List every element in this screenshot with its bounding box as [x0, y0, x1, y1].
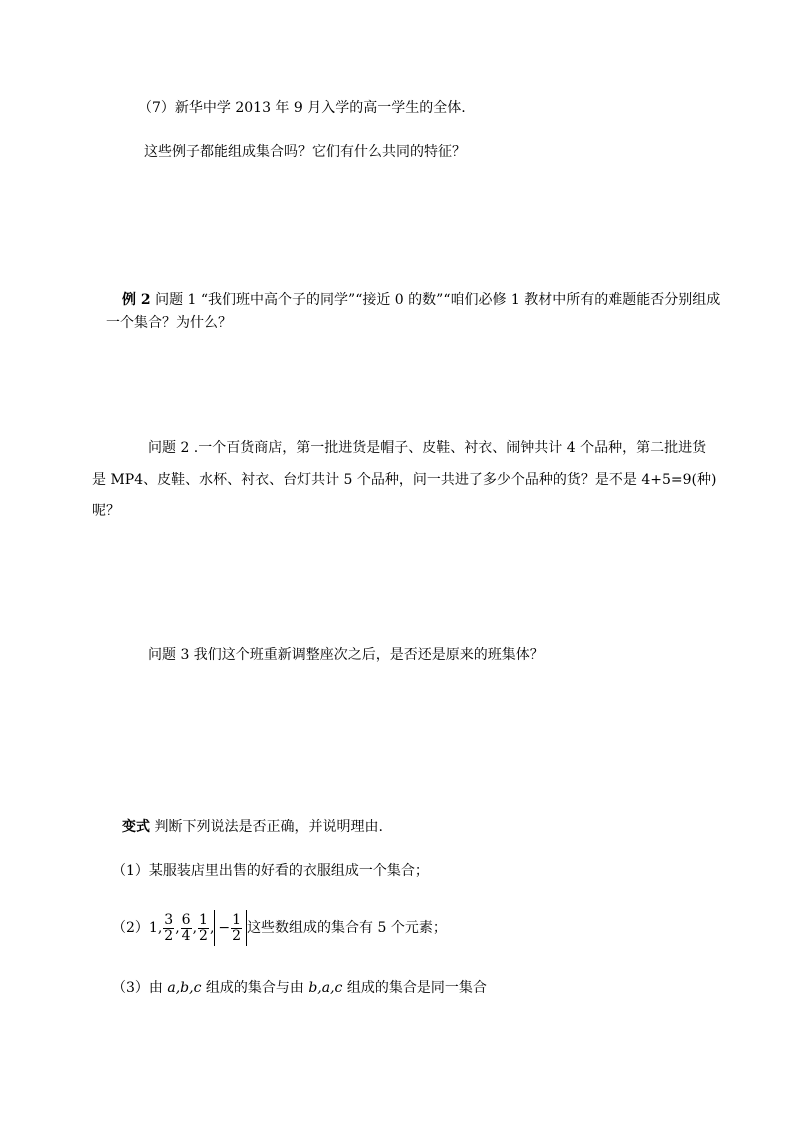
absolute-value [214, 910, 247, 946]
item-2-one: 1, [148, 920, 163, 936]
comma: , [175, 920, 180, 936]
fraction-denominator: 2 [199, 927, 208, 944]
fraction-numerator: 1 [232, 911, 242, 928]
fraction-1-over-2-abs [231, 913, 242, 944]
problem-2-line-2: 是 MP4、皮鞋、水杯、衬衣、台灯共计 5 个品种，问一共进了多少个品种的货？是不是 4+5=9(种) [92, 472, 717, 488]
problem-2-line-3: 呢？ [92, 503, 120, 519]
minus-sign: − [218, 920, 231, 936]
fraction-1-over-2 [198, 913, 209, 944]
fraction-numerator: 6 [181, 911, 191, 928]
problem-3: 问题 3 我们这个班重新调整座次之后，是否还是原来的班集体？ [148, 647, 544, 663]
variant-item-3 [112, 978, 487, 998]
item-3-vars-2: b,a,c [308, 980, 343, 996]
fraction-denominator: 2 [164, 927, 174, 944]
fraction-numerator: 1 [199, 911, 208, 928]
variant-label: 变式 [122, 819, 150, 835]
item-7: （7）新华中学 2013 年 9 月入学的高一学生的全体. [138, 100, 466, 116]
example-2-line-1 [122, 290, 720, 310]
variant-item-1: （1）某服装店里出售的好看的衣服组成一个集合； [112, 863, 429, 879]
item-3-suffix: 组成的集合是同一集合 [342, 980, 487, 996]
example-2-text: 问题 1 “我们班中高个子的同学”“接近 0 的数”“咱们必修 1 教材中所有的难题能否分别组成 [150, 292, 721, 308]
variant-text: 判断下列说法是否正确，并说明理由. [150, 819, 383, 835]
common-question: 这些例子都能组成集合吗？它们有什么共同的特征？ [144, 144, 466, 160]
variant-heading [122, 817, 383, 837]
item-3-prefix: （3）由 [112, 980, 168, 996]
fraction-denominator: 2 [232, 927, 242, 944]
fraction-numerator: 3 [164, 911, 174, 928]
variant-item-2 [112, 908, 447, 948]
example-2-line-2: 一个集合？为什么？ [106, 315, 232, 331]
fraction-3-over-2 [163, 913, 174, 944]
example-2-label: 例 2 [122, 292, 151, 308]
item-3-vars-1: a,b,c [167, 980, 202, 996]
comma: , [209, 920, 215, 936]
item-2-suffix: 这些数组成的集合有 5 个元素； [247, 920, 447, 936]
item-2-prefix: （2） [112, 920, 149, 936]
problem-2-line-1: 问题 2 .一个百货商店，第一批进货是帽子、皮鞋、衬衣、闹钟共计 4 个品种，第二批进货 [148, 440, 707, 456]
fraction-6-over-4 [181, 913, 192, 944]
fraction-denominator: 4 [181, 927, 191, 944]
comma: , [192, 920, 198, 936]
item-3-middle: 组成的集合与由 [201, 980, 309, 996]
